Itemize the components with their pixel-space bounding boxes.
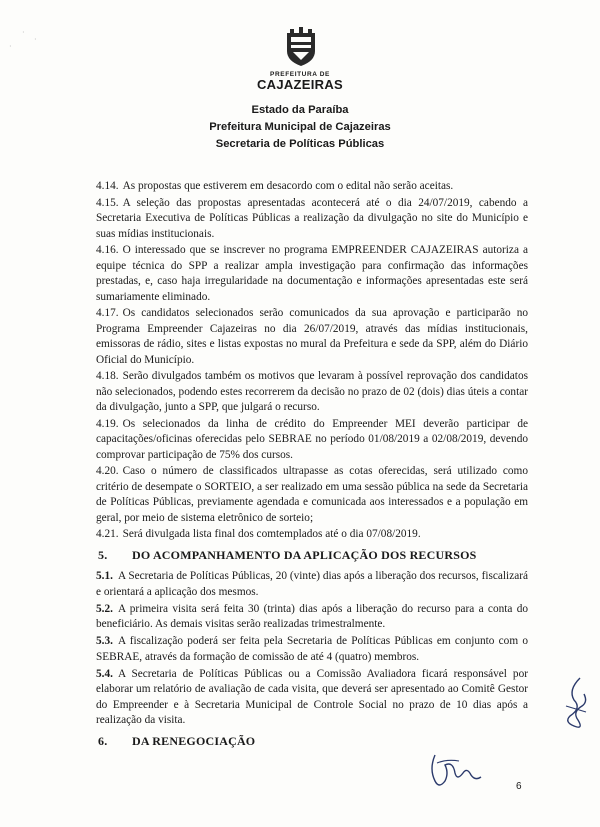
section-title: DA RENEGOCIAÇÃO (132, 734, 256, 748)
item-text: Os candidatos selecionados serão comunicados da sua aprovação e participarão no Programa Empreender Cajazeiras no dia 26/07/2019, através das mídias institucionais, emissoras de rádio, sites e listas expostas no mural da Prefeitura e sede da SPP, além do Diário Oficial do Município. (96, 307, 528, 366)
item-4-18 (96, 369, 528, 416)
scan-speck: · (22, 28, 25, 37)
section-5-heading (98, 548, 477, 563)
city-name-logo: CAJAZEIRAS (256, 77, 344, 92)
item-number: 4.20. (96, 465, 119, 477)
item-text: A Secretaria de Políticas Públicas, 20 (vinte) dias após a liberação dos recursos, fiscalizará e orientará a aplicação dos mesmos. (96, 570, 528, 598)
item-number: 4.14. (96, 180, 119, 192)
item-number: 4.15. (96, 196, 119, 209)
item-text: A primeira visita será feita 30 (trinta) dias após a liberação do recurso para a conta do beneficiário. As demais visitas serão realizadas trimestralmente. (96, 602, 528, 630)
item-text: A Secretaria de Políticas Públicas ou a Comissão Avaliadora ficará responsável por elaborar um relatório de avaliação de cada visita, que deverá ser apresentado ao Comitê Gestor do Empreender e à Secretaria Municipal de Controle Social no prazo de 10 dias após a realização da visita. (96, 667, 528, 726)
page-number: 6 (516, 781, 522, 792)
handwritten-signature (425, 751, 483, 791)
item-text: A seleção das propostas apresentadas acontecerá até o dia 24/07/2019, cabendo a Secretaria Executiva de Políticas Públicas a realização da divulgação no site do Município e suas mídias institucionais. (96, 196, 528, 240)
item-text: Serão divulgados também os motivos que levaram à possível reprovação dos candidatos não selecionados, podendo estes recorrerem da decisão no prazo de 02 (dois) dias úteis a contar da divulgação, junto a SPP, que julgará o recurso. (96, 370, 528, 413)
scan-speck: · (9, 42, 12, 51)
section-number: 6. (98, 734, 108, 748)
section-number: 5. (98, 548, 108, 562)
item-4-16 (96, 243, 528, 305)
item-4-15 (96, 196, 528, 243)
section-6-heading (98, 734, 255, 749)
item-text: Será divulgada lista final dos comtemplados até o dia 07/08/2019. (122, 528, 421, 540)
item-5-4 (96, 667, 528, 729)
item-number: 5.3. (96, 635, 113, 647)
city-crest-logo (283, 27, 319, 67)
item-number: 5.1. (96, 570, 113, 582)
item-4-19 (96, 417, 528, 464)
item-text: A fiscalização poderá ser feita pela Secretaria de Políticas Públicas em conjunto com o SEBRAE, através da formação de comissão de até 4 (quatro) membros. (96, 635, 528, 663)
item-4-17 (96, 306, 528, 368)
item-5-2 (96, 602, 528, 633)
item-text: O interessado que se inscrever no programa EMPREENDER CAJAZEIRAS autoriza a equipe técnica do SPP a realizar ampla investigação para confirmação das informações prestadas, e, caso haja irregularidade na documentação e informações apresentadas este será sumariamente eliminado. (96, 244, 528, 303)
item-text: As propostas que estiverem em desacordo com o edital não serão aceitas. (122, 180, 454, 192)
item-text: Caso o número de classificados ultrapasse as cotas oferecidas, será utilizado como critério de desempate o SORTEIO, a ser realizado em uma sessão pública na sede da Secretaria de Políticas Públicas, previamente agendada e comunicada aos interessados e a população em geral, por meio de sistema eletrônico de sorteio; (96, 465, 528, 524)
section5-items (96, 569, 528, 730)
item-4-14 (96, 179, 528, 195)
item-number: 4.17. (96, 307, 119, 319)
item-number: 4.19. (96, 417, 119, 430)
item-5-3 (96, 634, 528, 665)
item-number: 4.16. (96, 244, 119, 256)
item-5-1 (96, 569, 528, 600)
secretariat-heading: Secretaria de Políticas Públicas (215, 138, 385, 150)
state-heading: Estado da Paraíba (251, 104, 349, 116)
item-number: 4.21. (96, 528, 119, 540)
section4-items (96, 179, 528, 544)
prefeitura-label: PREFEITURA DE (270, 71, 330, 78)
scan-speck: · (34, 35, 37, 44)
margin-signature (560, 676, 592, 734)
item-number: 5.2. (96, 602, 113, 615)
item-text: Os selecionados da linha de crédito do Empreender MEI deverão participar de capacitações/oficinas oferecidas pelo SEBRAE no período 01/08/2019 a 02/08/2019, devendo comprovar participação de 75% dos cursos. (96, 417, 528, 461)
item-number: 5.4. (96, 667, 113, 680)
section-title: DO ACOMPANHAMENTO DA APLICAÇÃO DOS RECURSOS (132, 548, 477, 562)
item-4-21 (96, 527, 528, 543)
prefecture-heading: Prefeitura Municipal de Cajazeiras (209, 121, 391, 133)
item-4-20 (96, 464, 528, 526)
item-number: 4.18. (96, 370, 119, 382)
